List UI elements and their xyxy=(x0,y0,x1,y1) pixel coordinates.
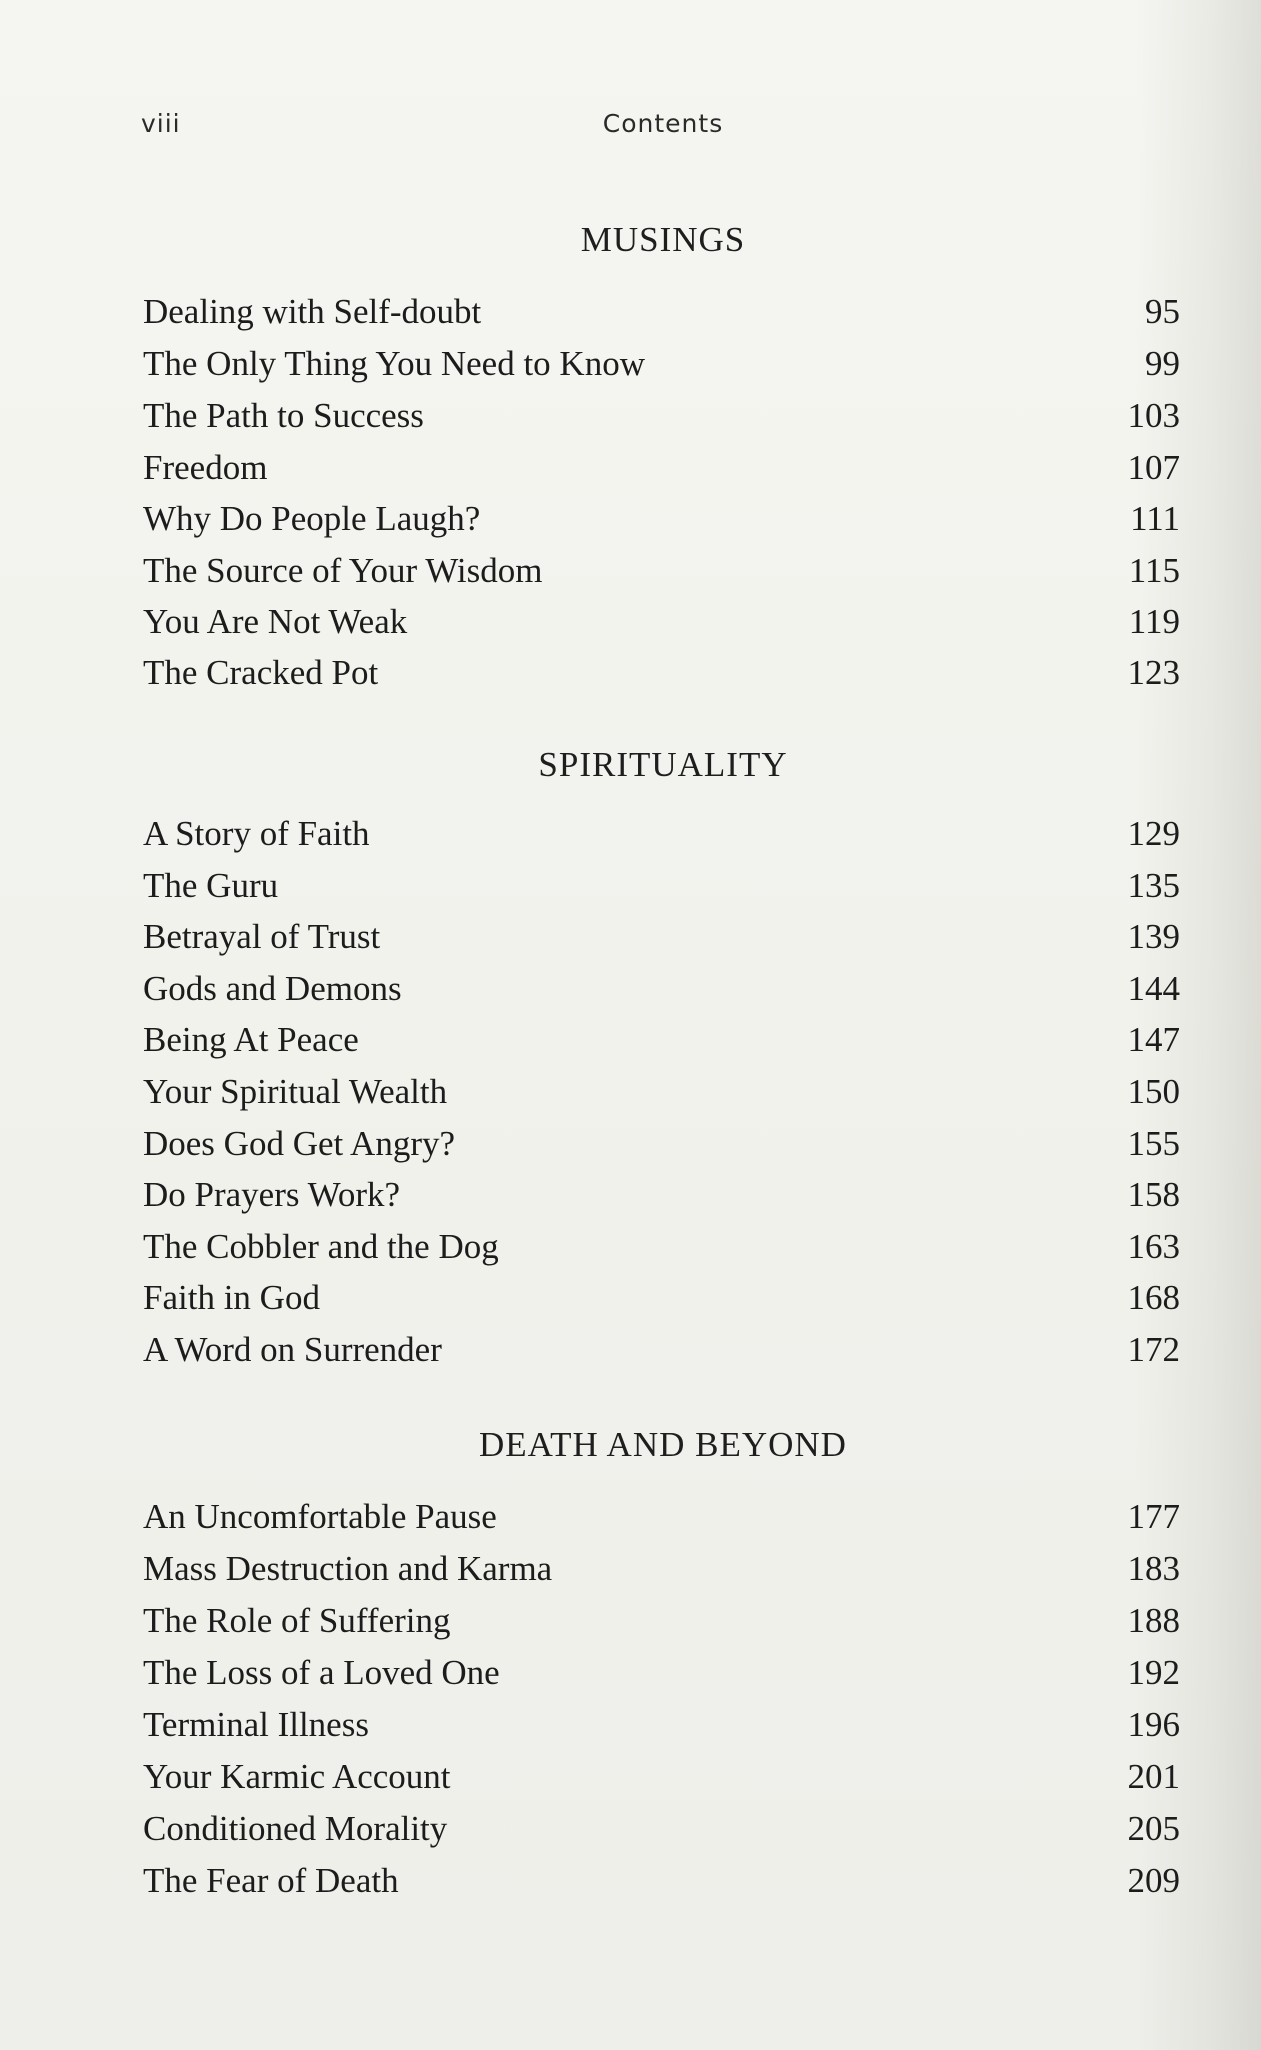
toc-entry[interactable] xyxy=(143,546,1180,596)
entry-page: 163 xyxy=(1127,1227,1180,1266)
toc-entry[interactable] xyxy=(143,1222,1180,1272)
section-title-spirituality: SPIRITUALITY xyxy=(538,745,788,784)
entry-title: Do Prayers Work? xyxy=(143,1175,401,1214)
toc-entry[interactable] xyxy=(143,1856,1180,1906)
entry-page: 111 xyxy=(1130,499,1180,538)
entry-page: 107 xyxy=(1127,448,1180,487)
entry-title: Conditioned Morality xyxy=(143,1809,448,1848)
entry-page: 150 xyxy=(1127,1072,1180,1111)
toc-entry[interactable] xyxy=(143,1544,1180,1594)
entry-page: 129 xyxy=(1127,814,1180,853)
entry-title: The Source of Your Wisdom xyxy=(143,551,543,590)
entry-page: 155 xyxy=(1127,1124,1180,1163)
toc-entry[interactable] xyxy=(143,912,1180,962)
toc-entry[interactable] xyxy=(143,443,1180,493)
toc-entry[interactable] xyxy=(143,1273,1180,1323)
entry-page: 95 xyxy=(1145,292,1180,331)
entry-page: 168 xyxy=(1127,1278,1180,1317)
page-number: viii xyxy=(141,109,181,138)
entry-title: Betrayal of Trust xyxy=(143,917,381,956)
entry-page: 192 xyxy=(1127,1653,1180,1692)
toc-entry[interactable] xyxy=(143,1325,1180,1375)
entry-title: The Guru xyxy=(143,866,279,905)
toc-entry[interactable] xyxy=(143,339,1180,389)
entry-title: A Word on Surrender xyxy=(143,1330,442,1369)
entry-title: A Story of Faith xyxy=(143,814,370,853)
entry-title: Freedom xyxy=(143,448,268,487)
entry-title: Why Do People Laugh? xyxy=(143,499,481,538)
entry-title: Being At Peace xyxy=(143,1020,359,1059)
entry-title: You Are Not Weak xyxy=(143,602,408,641)
entry-title: The Loss of a Loved One xyxy=(143,1653,500,1692)
toc-entry[interactable] xyxy=(143,1700,1180,1750)
entry-title: The Only Thing You Need to Know xyxy=(143,344,645,383)
toc-entry[interactable] xyxy=(143,1119,1180,1169)
toc-entry[interactable] xyxy=(143,1067,1180,1117)
section-title-musings: MUSINGS xyxy=(580,220,746,259)
entry-title: Your Spiritual Wealth xyxy=(143,1072,448,1111)
entry-title: Dealing with Self-doubt xyxy=(143,292,482,331)
toc-entry[interactable] xyxy=(143,1804,1180,1854)
entry-page: 147 xyxy=(1127,1020,1180,1059)
entry-page: 144 xyxy=(1127,969,1180,1008)
toc-entry[interactable] xyxy=(143,809,1180,859)
toc-entry[interactable] xyxy=(143,391,1180,441)
toc-entry[interactable] xyxy=(143,1648,1180,1698)
entry-page: 188 xyxy=(1127,1601,1180,1640)
entry-title: Gods and Demons xyxy=(143,969,402,1008)
toc-entry[interactable] xyxy=(143,861,1180,911)
entry-page: 209 xyxy=(1127,1861,1180,1900)
entry-page: 183 xyxy=(1127,1549,1180,1588)
entry-page: 205 xyxy=(1127,1809,1180,1848)
entry-title: An Uncomfortable Pause xyxy=(143,1497,497,1536)
toc-entry[interactable] xyxy=(143,964,1180,1014)
entry-title: Terminal Illness xyxy=(143,1705,369,1744)
entry-page: 99 xyxy=(1145,344,1180,383)
entry-title: The Fear of Death xyxy=(143,1861,399,1900)
entry-title: Mass Destruction and Karma xyxy=(143,1549,553,1588)
entry-title: Your Karmic Account xyxy=(143,1757,451,1796)
entry-title: The Cracked Pot xyxy=(143,653,379,692)
entry-page: 172 xyxy=(1127,1330,1180,1369)
entry-page: 158 xyxy=(1127,1175,1180,1214)
toc-entry[interactable] xyxy=(143,1015,1180,1065)
toc-entry[interactable] xyxy=(143,1596,1180,1646)
entry-title: The Cobbler and the Dog xyxy=(143,1227,499,1266)
running-head-title: Contents xyxy=(602,109,724,138)
toc-entry[interactable] xyxy=(143,494,1180,544)
entry-page: 139 xyxy=(1127,917,1180,956)
entry-page: 123 xyxy=(1127,653,1180,692)
entry-page: 115 xyxy=(1128,551,1180,590)
entry-title: The Role of Suffering xyxy=(143,1601,451,1640)
toc-entry[interactable] xyxy=(143,1492,1180,1542)
toc-entry[interactable] xyxy=(143,597,1180,647)
entry-page: 119 xyxy=(1128,602,1180,641)
entry-page: 135 xyxy=(1127,866,1180,905)
entry-title: Does God Get Angry? xyxy=(143,1124,456,1163)
entry-page: 196 xyxy=(1127,1705,1180,1744)
toc-entry[interactable] xyxy=(143,1752,1180,1802)
toc-entry[interactable] xyxy=(143,648,1180,698)
section-title-death-and-beyond: DEATH AND BEYOND xyxy=(479,1425,847,1464)
entry-page: 103 xyxy=(1127,396,1180,435)
entry-title: Faith in God xyxy=(143,1278,320,1317)
entry-page: 177 xyxy=(1127,1497,1180,1536)
entry-title: The Path to Success xyxy=(143,396,424,435)
toc-entry[interactable] xyxy=(143,1170,1180,1220)
entry-page: 201 xyxy=(1127,1757,1180,1796)
toc-entry[interactable] xyxy=(143,287,1180,337)
